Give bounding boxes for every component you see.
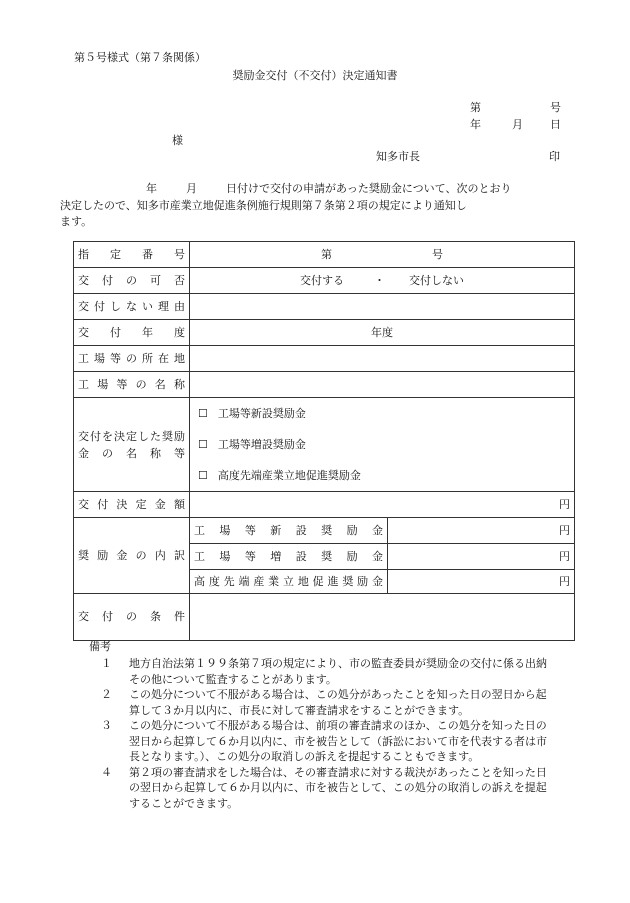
designation-label: 指定番号	[74, 242, 190, 268]
intro-year: 年	[146, 182, 157, 195]
fiscal-year-value[interactable]: 年度	[190, 320, 575, 346]
row-conditions	[74, 594, 575, 641]
decision-table	[73, 241, 575, 641]
note-item	[101, 687, 581, 718]
location-value[interactable]	[190, 346, 575, 372]
note-line: 地方自治法第１９９条第７項の規定により、市の監査委員が奨励金の交付に係る出納	[129, 657, 547, 670]
amount-value[interactable]: 円	[190, 492, 575, 518]
note-line: その他について監査することがあります。	[129, 672, 337, 686]
factory-name-label: 工場等の名称	[74, 372, 190, 398]
document-title: 奨励金交付（不交付）決定通知書	[232, 69, 398, 82]
reason-value[interactable]	[190, 294, 575, 320]
note-number: １	[101, 657, 112, 670]
approval-label: 交付の可否	[74, 268, 190, 294]
breakdown-label: 奨励金の内訳	[74, 518, 190, 594]
breakdown-item-label: 工場等新設奨励金	[190, 518, 388, 544]
note-line: 翌日から起算して６か月以内に、市を被告として（訴訟において市を代表する者は市	[129, 734, 547, 748]
note-number: ２	[101, 688, 112, 701]
fiscal-year-label: 交付年度	[74, 320, 190, 346]
checkbox-icon[interactable]: ☐	[198, 469, 208, 482]
approval-grant: 交付する	[300, 273, 344, 287]
intro-line-3: ます。	[60, 215, 93, 228]
date-day: 日	[550, 118, 561, 131]
intro-line1-text: 日付けで交付の申請があった奨励金について、次のとおり	[226, 182, 512, 195]
option-expand[interactable]	[194, 429, 570, 460]
checkbox-icon[interactable]: ☐	[198, 438, 208, 451]
addressee-suffix: 様	[172, 134, 183, 147]
option-expand-label: 工場等増設奨励金	[217, 438, 306, 451]
option-new-label: 工場等新設奨励金	[217, 407, 306, 420]
breakdown-item-label: 工場等増設奨励金	[190, 544, 388, 570]
intro-paragraph	[60, 181, 580, 231]
intro-month: 月	[186, 182, 197, 195]
note-line: この処分について不服がある場合は、前項の審査請求のほか、この処分を知った日の	[129, 719, 547, 732]
note-item	[101, 656, 581, 687]
intro-line-2: 決定したので、知多市産業立地促進条例施行規則第７条第２項の規定により通知し	[60, 198, 467, 212]
note-line: 長となります。）、この処分の取消しの訴えを提起することもできます。	[129, 750, 480, 763]
option-new[interactable]	[194, 398, 570, 429]
location-label: 工場等の所在地	[74, 346, 190, 372]
row-designation	[74, 242, 575, 268]
breakdown-item-value[interactable]: 円	[388, 544, 575, 570]
issuer-name: 知多市長	[376, 150, 420, 163]
incentive-name-label: 交付を決定した奨励金の名称等	[74, 398, 190, 492]
reason-label: 交付しない理由	[74, 294, 190, 320]
breakdown-row	[74, 518, 575, 544]
row-approval	[74, 268, 575, 294]
conditions-label: 交付の条件	[74, 594, 190, 641]
breakdown-item-label: 高度先端産業立地促進奨励金	[190, 570, 388, 594]
note-item	[101, 718, 581, 765]
approval-dot: ・	[374, 273, 385, 287]
designation-value[interactable]	[190, 242, 575, 268]
notes-list	[101, 656, 581, 811]
note-line: することができます。	[129, 796, 239, 810]
checkbox-icon[interactable]: ☐	[198, 407, 208, 420]
factory-name-value[interactable]	[190, 372, 575, 398]
option-advanced-label: 高度先端産業立地促進奨励金	[217, 469, 361, 482]
amount-label: 交付決定金額	[74, 492, 190, 518]
row-location	[74, 346, 575, 372]
conditions-value[interactable]	[190, 594, 575, 641]
row-reason	[74, 294, 575, 320]
form-number: 第５号様式（第７条関係）	[74, 51, 206, 64]
note-line: 算して３か月以内に、市長に対して審査請求をすることができます。	[129, 703, 470, 717]
breakdown-item-value[interactable]: 円	[388, 570, 575, 594]
note-item	[101, 765, 581, 812]
row-factory-name	[74, 372, 575, 398]
designation-prefix: 第	[321, 247, 332, 261]
row-incentive-name	[74, 398, 575, 492]
note-line: の翌日から起算して６か月以内に、市を被告として、この処分の取消しの訴えを提起	[129, 781, 547, 794]
note-line: この処分について不服がある場合は、この処分があったことを知った日の翌日から起	[129, 688, 547, 701]
number-prefix: 第	[470, 101, 481, 114]
note-number: ３	[101, 719, 112, 732]
note-line: 第２項の審査請求をした場合は、その審査請求に対する裁決があったことを知った日	[129, 765, 547, 779]
notes-title: 備考	[89, 640, 111, 653]
incentive-options	[190, 398, 575, 492]
date-month: 月	[512, 118, 523, 131]
number-suffix: 号	[550, 101, 561, 114]
row-fiscal-year	[74, 320, 575, 346]
date-year: 年	[470, 118, 481, 131]
intro-line-1	[60, 181, 580, 198]
row-amount	[74, 492, 575, 518]
option-advanced[interactable]	[194, 460, 570, 491]
approval-value[interactable]	[190, 268, 575, 294]
note-number: ４	[101, 765, 112, 779]
approval-deny: 交付しない	[409, 273, 464, 287]
designation-suffix: 号	[432, 247, 443, 261]
seal-mark: 印	[549, 150, 560, 163]
breakdown-item-value[interactable]: 円	[388, 518, 575, 544]
